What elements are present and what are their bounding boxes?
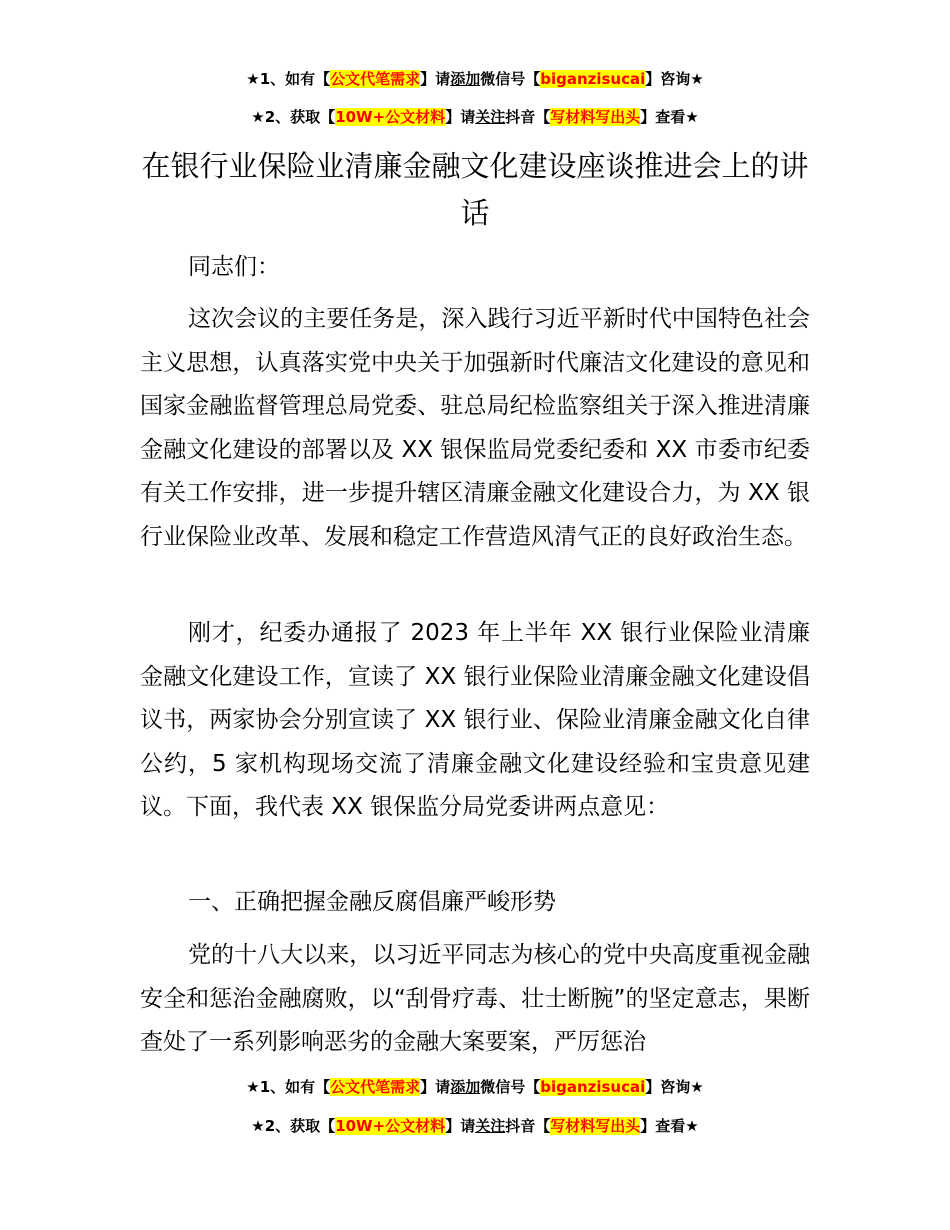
promo-text: 】请 [445, 1117, 476, 1135]
promo-text: 】咨询★ [645, 1078, 704, 1096]
promo-underline: 关注 [475, 108, 506, 126]
salutation: 同志们： [188, 254, 280, 280]
promo-highlight: 10W+公文材料 [335, 108, 446, 126]
promo-text: 抖音【 [505, 1117, 551, 1135]
promo-text: 微信号【 [480, 1078, 541, 1096]
promo-text: ★1、如有【 [246, 70, 331, 88]
promo-highlight: 公文代笔需求 [330, 1078, 421, 1096]
promo-highlight: 公文代笔需求 [330, 70, 421, 88]
promo-text: 】请 [445, 108, 476, 126]
promo-text: ★1、如有【 [246, 1078, 331, 1096]
promo-wechat-id: biganzisucai [540, 70, 646, 88]
promo-text: ★2、获取【 [251, 108, 336, 126]
promo-douyin-id: 写材料写出头 [550, 1117, 641, 1135]
promo-text: 】查看★ [640, 108, 699, 126]
promo-text: ★2、获取【 [251, 1117, 336, 1135]
promo-underline: 添加 [450, 70, 481, 88]
promo-text: 】请 [420, 1078, 451, 1096]
promo-text: 】咨询★ [645, 70, 704, 88]
promo-text: 微信号【 [480, 70, 541, 88]
document-title: 在银行业保险业清廉金融文化建设座谈推进会上的讲话 [141, 149, 809, 230]
promo-underline: 添加 [450, 1078, 481, 1096]
promo-underline: 关注 [475, 1117, 506, 1135]
paragraph-1: 这次会议的主要任务是，深入践行习近平新时代中国特色社会主义思想，认真落实党中央关于加强新时代廉洁文化建设的意见和国家金融监督管理总局党委、驻总局纪检监察组关于深入推进清廉金融文化建设的部署以及 XX 银保监局党委纪委和 XX 市委市纪委有关工作安排，进一步提升辖区清廉金融文化建设合力，为 XX 银行业保险业改革、发展和稳定工作营造风清气正的良好政治生态。 [140, 306, 810, 550]
promo-douyin-id: 写材料写出头 [550, 108, 641, 126]
section-heading-1: 一、正确把握金融反腐倡廉严峻形势 [188, 889, 556, 915]
promo-text: 抖音【 [505, 108, 551, 126]
promo-line-1-top [0, 69, 950, 89]
promo-text: 】请 [420, 70, 451, 88]
promo-text: 】查看★ [640, 1117, 699, 1135]
paragraph-3: 党的十八大以来，以习近平同志为核心的党中央高度重视金融安全和惩治金融腐败，以“刮骨疗毒、壮士断腕”的坚定意志，果断查处了一系列影响恶劣的金融大案要案，严厉惩治 [140, 942, 810, 1056]
promo-line-2-bottom [0, 1116, 950, 1136]
promo-line-2-top [0, 107, 950, 127]
promo-wechat-id: biganzisucai [540, 1078, 646, 1096]
paragraph-2: 刚才，纪委办通报了 2023 年上半年 XX 银行业保险业清廉金融文化建设工作，宣读了 XX 银行业保险业清廉金融文化建设倡议书，两家协会分别宣读了 XX 银行业、保险业清廉金融文化自律公约，5 家机构现场交流了清廉金融文化建设经验和宝贵意见建议。下面，我代表 XX 银保监分局党委讲两点意见： [140, 620, 810, 821]
promo-highlight: 10W+公文材料 [335, 1117, 446, 1135]
promo-line-1-bottom [0, 1077, 950, 1097]
